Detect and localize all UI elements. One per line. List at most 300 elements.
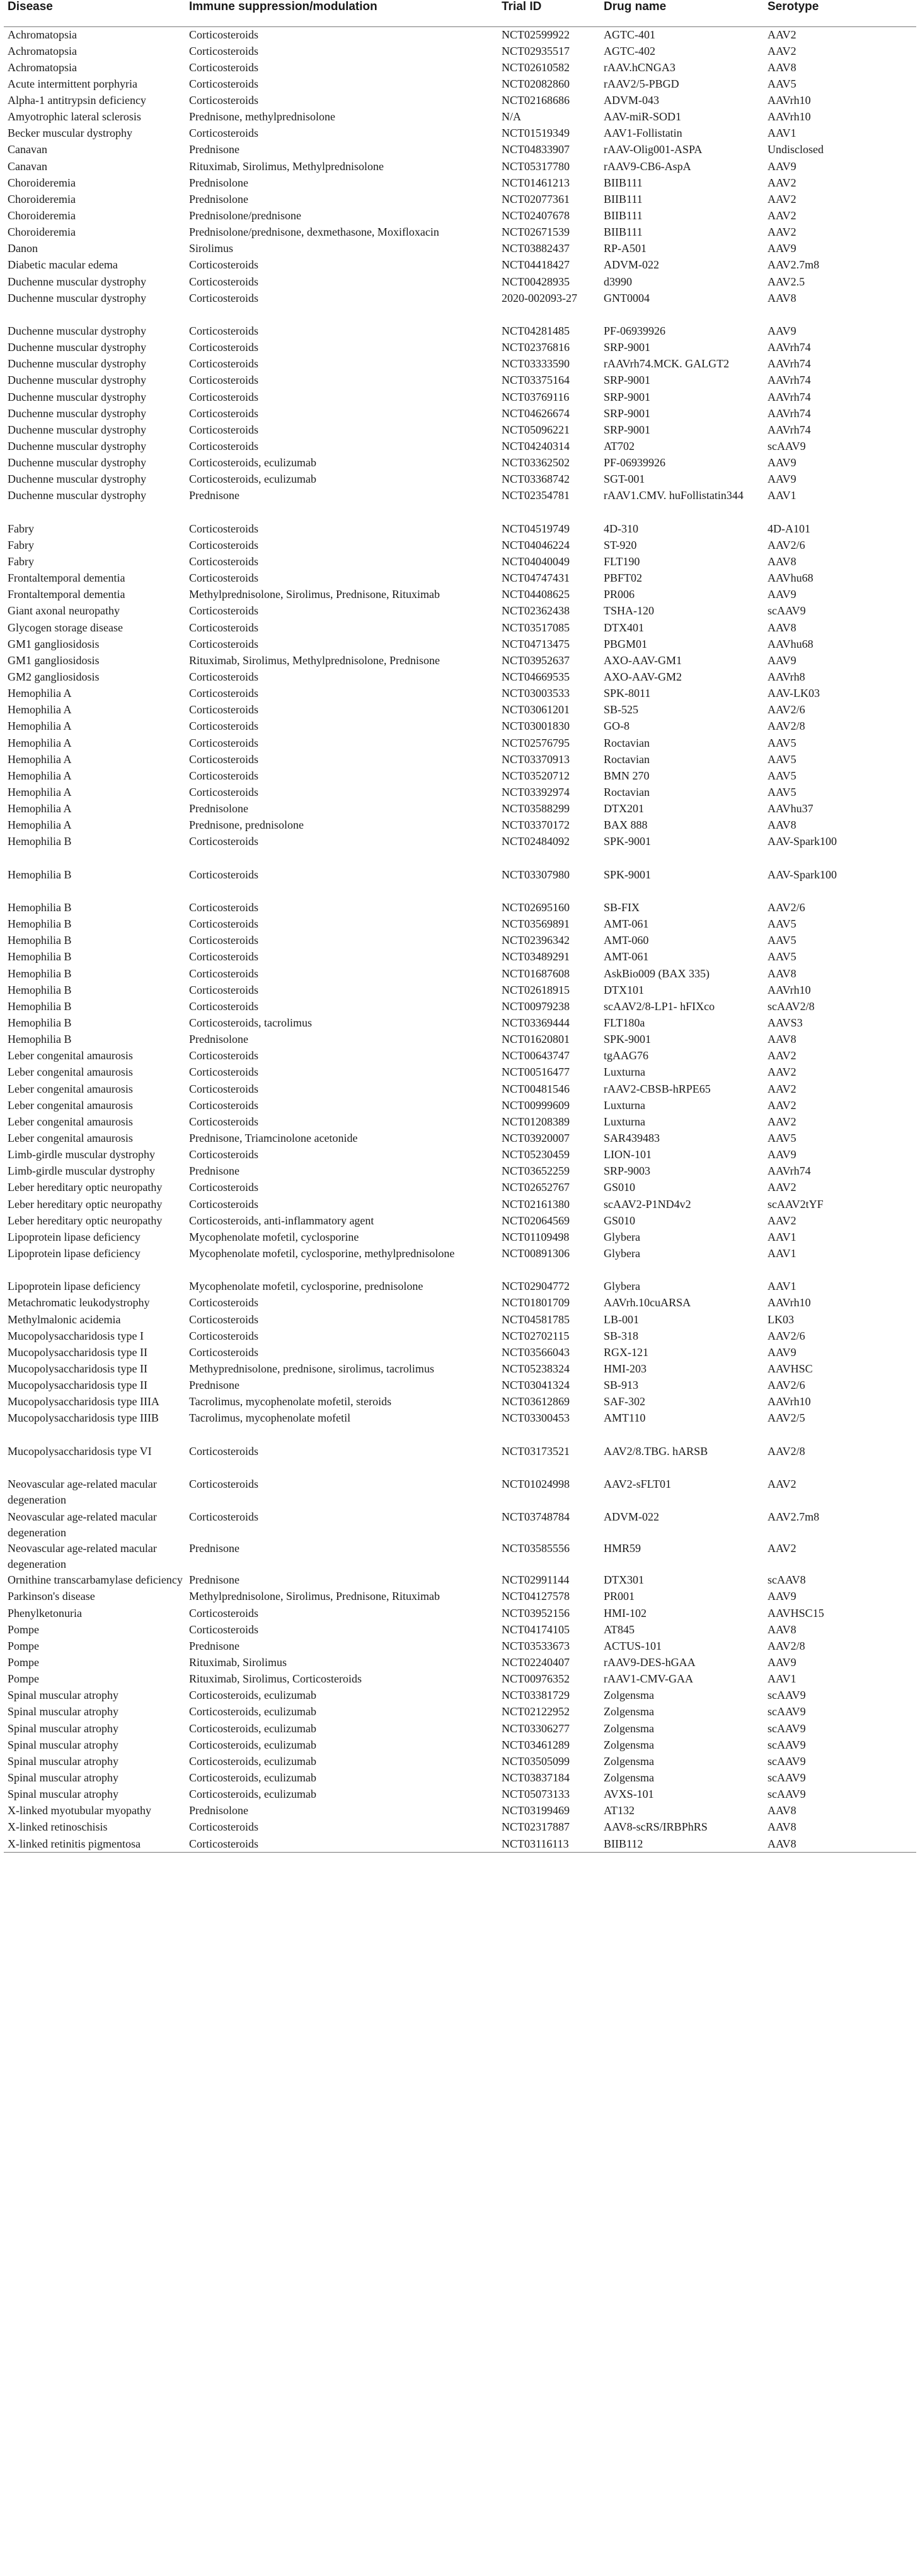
cell-serotype: AAV9 [768, 456, 796, 469]
cell-immune-suppression: Corticosteroids [189, 275, 258, 288]
cell-immune-suppression: Corticosteroids [189, 1082, 258, 1095]
cell-trial-id: NCT05317780 [502, 159, 570, 173]
cell-trial-id: 2020-002093-27 [502, 291, 577, 304]
table-row [4, 669, 916, 686]
table-row [4, 159, 916, 175]
cell-immune-suppression: Corticosteroids [189, 1098, 258, 1112]
cell-immune-suppression: Corticosteroids, eculizumab [189, 473, 316, 486]
cell-immune-suppression: Corticosteroids, tacrolimus [189, 1016, 312, 1029]
cell-serotype: AAVrh10 [768, 94, 811, 107]
table-row [4, 1361, 916, 1377]
cell-disease: Pompe [8, 1672, 40, 1686]
cell-drug-name: HMI-102 [604, 1606, 647, 1619]
cell-disease: Hemophilia B [8, 1033, 72, 1046]
cell-immune-suppression: Corticosteroids [189, 555, 258, 568]
cell-drug-name: BMN 270 [604, 769, 650, 782]
cell-disease: Pompe [8, 1639, 40, 1652]
cell-serotype: AAV9 [768, 473, 796, 486]
table-row [4, 999, 916, 1015]
cell-immune-suppression: Prednisolone [189, 1804, 248, 1817]
table-row [4, 1114, 916, 1130]
table-row [4, 1213, 916, 1229]
table-row [4, 60, 916, 76]
cell-immune-suppression: Corticosteroids [189, 621, 258, 634]
cell-serotype: AAV8 [768, 621, 796, 634]
cell-immune-suppression: Corticosteroids, eculizumab [189, 1689, 316, 1702]
cell-trial-id: NCT03588299 [502, 802, 570, 815]
cell-serotype: scAAV2/8 [768, 999, 815, 1013]
cell-trial-id: NCT04281485 [502, 325, 570, 338]
table-row [4, 224, 916, 241]
cell-disease: Achromatopsia [8, 44, 77, 57]
cell-disease: Leber congenital amaurosis [8, 1131, 133, 1144]
cell-disease: Mucopolysaccharidosis type II [8, 1362, 147, 1375]
cell-disease: Mucopolysaccharidosis type IIIB [8, 1412, 159, 1425]
cell-serotype: AAV2 [768, 44, 796, 57]
cell-trial-id: NCT03173521 [502, 1444, 570, 1458]
cell-serotype: AAV2/8 [768, 720, 805, 733]
cell-trial-id: NCT03375164 [502, 374, 570, 387]
table-row [4, 372, 916, 389]
cell-trial-id: NCT04713475 [502, 637, 570, 650]
cell-immune-suppression: Methylprednisolone, Sirolimus, Prednisone, Rituximab [189, 1590, 440, 1603]
cell-drug-name: rAAV1-CMV-GAA [604, 1672, 694, 1686]
cell-serotype: AAV2.5 [768, 275, 805, 288]
cell-trial-id: NCT03307980 [502, 868, 570, 881]
cell-serotype: AAV2/6 [768, 901, 805, 914]
cell-immune-suppression: Corticosteroids [189, 1345, 258, 1359]
cell-trial-id: NCT03585556 [502, 1542, 570, 1555]
cell-trial-id: NCT00979238 [502, 999, 570, 1013]
cell-immune-suppression: Corticosteroids [189, 983, 258, 996]
table-row [4, 1246, 916, 1279]
table-row [4, 1394, 916, 1410]
cell-immune-suppression: Corticosteroids, eculizumab [189, 1738, 316, 1751]
cell-trial-id: NCT04519749 [502, 522, 570, 535]
cell-serotype: AAV-LK03 [768, 687, 820, 700]
cell-immune-suppression: Rituximab, Sirolimus, Corticosteroids [189, 1672, 362, 1686]
cell-drug-name: AMT-060 [604, 934, 649, 947]
cell-disease: Leber hereditary optic neuropathy [8, 1181, 163, 1194]
table-row [4, 109, 916, 125]
cell-disease: GM1 gangliosidosis [8, 637, 100, 650]
cell-serotype: AAV1 [768, 127, 796, 140]
cell-serotype: AAV2 [768, 1082, 796, 1095]
cell-disease: Hemophilia A [8, 802, 72, 815]
cell-serotype: Undisclosed [768, 143, 824, 156]
cell-trial-id: NCT00891306 [502, 1246, 570, 1260]
cell-serotype: AAV2/8 [768, 1639, 805, 1652]
cell-drug-name: AT702 [604, 440, 635, 453]
table-row [4, 1328, 916, 1345]
cell-disease: Spinal muscular atrophy [8, 1771, 118, 1784]
table-row [4, 455, 916, 471]
cell-disease: Metachromatic leukodystrophy [8, 1296, 150, 1309]
cell-trial-id: NCT00481546 [502, 1082, 570, 1095]
cell-drug-name: SRP-9001 [604, 374, 651, 387]
table-row [4, 653, 916, 669]
cell-immune-suppression: Corticosteroids, eculizumab [189, 456, 316, 469]
cell-immune-suppression: Corticosteroids [189, 835, 258, 848]
cell-disease: Leber hereditary optic neuropathy [8, 1197, 163, 1210]
table-row [4, 735, 916, 752]
table-row [4, 1197, 916, 1213]
header-immune-suppression: Immune suppression/modulation [185, 0, 498, 27]
table-row [4, 801, 916, 817]
cell-trial-id: NCT04046224 [502, 538, 570, 551]
cell-trial-id: NCT03368742 [502, 473, 570, 486]
cell-disease: Mucopolysaccharidosis type II [8, 1345, 147, 1359]
cell-immune-suppression: Corticosteroids, eculizumab [189, 1771, 316, 1784]
cell-disease: Giant axonal neuropathy [8, 604, 120, 618]
cell-serotype: AAV5 [768, 950, 796, 963]
cell-trial-id: NCT02317887 [502, 1820, 570, 1834]
table-row [4, 340, 916, 356]
cell-drug-name: rAAV-Olig001-ASPA [604, 143, 703, 156]
cell-drug-name: ST-920 [604, 538, 637, 551]
cell-serotype: AAV2 [768, 226, 796, 239]
cell-serotype: AAVrh74 [768, 357, 811, 371]
cell-trial-id: NCT03566043 [502, 1345, 570, 1359]
cell-immune-suppression: Prednisolone [189, 802, 248, 815]
table-row [4, 1754, 916, 1770]
cell-trial-id: NCT01519349 [502, 127, 570, 140]
cell-drug-name: Luxturna [604, 1098, 645, 1112]
cell-disease: Choroideremia [8, 192, 76, 205]
cell-disease: Spinal muscular atrophy [8, 1705, 118, 1718]
cell-disease: Duchenne muscular dystrophy [8, 489, 146, 502]
cell-trial-id: NCT03505099 [502, 1754, 570, 1768]
cell-immune-suppression: Corticosteroids [189, 1606, 258, 1619]
cell-trial-id: NCT05238324 [502, 1362, 570, 1375]
cell-disease: Hemophilia B [8, 868, 72, 881]
cell-disease: GM1 gangliosidosis [8, 653, 100, 667]
cell-serotype: AAVhu37 [768, 802, 814, 815]
cell-trial-id: NCT00643747 [502, 1049, 570, 1062]
cell-trial-id: NCT01208389 [502, 1115, 570, 1128]
table-row [4, 603, 916, 619]
table-row [4, 1295, 916, 1311]
cell-drug-name: PF-06939926 [604, 456, 666, 469]
table-row [4, 208, 916, 224]
cell-drug-name: SRP-9001 [604, 390, 651, 403]
table-row [4, 1032, 916, 1048]
cell-drug-name: AGTC-402 [604, 44, 655, 57]
cell-disease: Pompe [8, 1655, 40, 1669]
cell-disease: Frontaltemporal dementia [8, 572, 125, 585]
cell-disease: Neovascular age-related macular degeneration [8, 1510, 157, 1539]
cell-disease: Spinal muscular atrophy [8, 1754, 118, 1768]
table-row [4, 900, 916, 916]
cell-disease: Hemophilia B [8, 950, 72, 963]
cell-serotype: AAV9 [768, 1655, 796, 1669]
cell-trial-id: NCT03769116 [502, 390, 570, 403]
cell-drug-name: SRP-9001 [604, 406, 651, 420]
cell-serotype: AAV9 [768, 242, 796, 255]
cell-disease: Achromatopsia [8, 60, 77, 74]
cell-immune-suppression: Corticosteroids [189, 357, 258, 371]
cell-serotype: AAV8 [768, 60, 796, 74]
cell-drug-name: AT132 [604, 1804, 635, 1817]
cell-immune-suppression: Prednisone [189, 1639, 239, 1652]
cell-drug-name: Roctavian [604, 786, 650, 798]
cell-disease: Neovascular age-related macular degeneration [8, 1477, 157, 1506]
cell-disease: Duchenne muscular dystrophy [8, 456, 146, 469]
table-row [4, 125, 916, 142]
cell-trial-id: NCT04747431 [502, 572, 570, 585]
cell-drug-name: SGT-001 [604, 473, 645, 486]
cell-disease: Hemophilia A [8, 687, 72, 700]
cell-trial-id: NCT03381729 [502, 1689, 570, 1702]
cell-serotype: AAV2.7m8 [768, 258, 820, 272]
table-row [4, 1721, 916, 1737]
cell-immune-suppression: Corticosteroids [189, 1820, 258, 1834]
cell-trial-id: NCT02122952 [502, 1705, 570, 1718]
table-row [4, 817, 916, 834]
cell-trial-id: NCT02064569 [502, 1214, 570, 1227]
cell-disease: Achromatopsia [8, 28, 77, 41]
cell-serotype: AAV8 [768, 819, 796, 832]
cell-serotype: AAV2 [768, 176, 796, 189]
cell-serotype: AAVHSC [768, 1362, 813, 1375]
cell-drug-name: SAF-302 [604, 1395, 646, 1408]
cell-immune-suppression: Corticosteroids [189, 1623, 258, 1636]
cell-disease: Hemophilia A [8, 736, 72, 749]
cell-disease: Hemophilia B [8, 1016, 72, 1029]
table-row [4, 1476, 916, 1509]
cell-immune-suppression: Corticosteroids, eculizumab [189, 1722, 316, 1735]
cell-disease: Lipoprotein lipase deficiency [8, 1230, 141, 1243]
cell-drug-name: PBGM01 [604, 637, 648, 650]
cell-drug-name: Glybera [604, 1230, 640, 1243]
cell-trial-id: NCT03003533 [502, 687, 570, 700]
cell-trial-id: NCT03362502 [502, 456, 570, 469]
cell-disease: Danon [8, 242, 38, 255]
table-row [4, 1444, 916, 1476]
cell-serotype: AAVhu68 [768, 637, 814, 650]
table-row [4, 1015, 916, 1032]
cell-immune-suppression: Corticosteroids [189, 1329, 258, 1342]
cell-immune-suppression: Sirolimus [189, 242, 234, 255]
cell-disease: Glycogen storage disease [8, 621, 123, 634]
table-row [4, 1229, 916, 1246]
cell-drug-name: PR006 [604, 588, 635, 601]
table-row [4, 274, 916, 290]
header-drug-name: Drug name [600, 0, 764, 27]
cell-serotype: AAVrh74 [768, 406, 811, 420]
table-row [4, 521, 916, 538]
cell-serotype: AAV5 [768, 786, 796, 798]
cell-trial-id: NCT03520712 [502, 769, 570, 782]
cell-immune-suppression: Corticosteroids [189, 291, 258, 304]
cell-drug-name: ACTUS-101 [604, 1639, 662, 1652]
cell-drug-name: AAV8-scRS/IRBPhRS [604, 1820, 708, 1834]
table-row [4, 1803, 916, 1819]
cell-drug-name: Glybera [604, 1246, 640, 1260]
cell-immune-suppression: Prednisone, Triamcinolone acetonide [189, 1131, 358, 1144]
cell-trial-id: NCT03370913 [502, 752, 570, 766]
cell-trial-id: NCT03517085 [502, 621, 570, 634]
cell-immune-suppression: Corticosteroids [189, 917, 258, 931]
table-row [4, 1410, 916, 1443]
cell-drug-name: AAV2/8.TBG. hARSB [604, 1444, 708, 1458]
table-row [4, 290, 916, 323]
cell-trial-id: NCT03837184 [502, 1771, 570, 1784]
cell-disease: Hemophilia A [8, 786, 72, 798]
cell-serotype: AAV8 [764, 1836, 916, 1853]
cell-serotype: AAV9 [768, 1148, 796, 1161]
cell-serotype: scAAV9 [768, 440, 806, 453]
table-row [4, 1098, 916, 1114]
cell-disease: Alpha-1 antitrypsin deficiency [8, 94, 146, 107]
cell-trial-id: NCT05096221 [502, 423, 570, 436]
table-row [4, 1671, 916, 1688]
table-row [4, 1688, 916, 1704]
table-row [4, 488, 916, 520]
table-row [4, 389, 916, 406]
cell-drug-name: Luxturna [604, 1115, 645, 1128]
cell-immune-suppression: Corticosteroids [189, 60, 258, 74]
cell-drug-name: RGX-121 [604, 1345, 648, 1359]
cell-trial-id: NCT02082860 [502, 77, 570, 90]
table-row [4, 257, 916, 273]
cell-serotype: AAV8 [768, 291, 796, 304]
cell-trial-id: NCT03300453 [502, 1412, 570, 1425]
cell-immune-suppression: Corticosteroids [189, 406, 258, 420]
cell-trial-id: NCT04581785 [502, 1313, 570, 1326]
cell-trial-id: NCT04833907 [502, 143, 570, 156]
cell-trial-id: NCT02904772 [502, 1280, 570, 1293]
table-row [4, 1737, 916, 1754]
cell-disease: X-linked retinitis pigmentosa [4, 1836, 185, 1853]
cell-disease: Phenylketonuria [8, 1606, 82, 1619]
cell-immune-suppression: Corticosteroids [189, 374, 258, 387]
cell-drug-name: SB-318 [604, 1329, 639, 1342]
cell-disease: Mucopolysaccharidosis type IIIA [8, 1395, 159, 1408]
cell-serotype: AAV5 [768, 769, 796, 782]
cell-drug-name: Roctavian [604, 752, 650, 766]
cell-immune-suppression: Methylprednisolone, Sirolimus, Prednisone, Rituximab [189, 588, 440, 601]
cell-disease: Leber congenital amaurosis [8, 1049, 133, 1062]
cell-disease: Amyotrophic lateral sclerosis [8, 110, 141, 124]
cell-drug-name: SPK-9001 [604, 868, 652, 881]
cell-disease: Hemophilia B [8, 999, 72, 1013]
table-row [4, 1180, 916, 1196]
cell-trial-id: NCT02077361 [502, 192, 570, 205]
cell-disease: Duchenne muscular dystrophy [8, 473, 146, 486]
cell-drug-name: AAV2-sFLT01 [604, 1477, 672, 1490]
table-row [4, 1786, 916, 1803]
table-row [4, 1541, 916, 1572]
cell-immune-suppression: Methyprednisolone, prednisone, sirolimus, tacrolimus [189, 1362, 434, 1375]
cell-serotype: scAAV9 [768, 1705, 806, 1718]
cell-drug-name: BAX 888 [604, 819, 648, 832]
cell-disease: Hemophilia A [8, 819, 72, 832]
cell-immune-suppression: Rituximab, Sirolimus, Methylprednisolone, Prednisone [189, 653, 440, 667]
cell-serotype: AAV5 [768, 917, 796, 931]
table-row [4, 686, 916, 702]
cell-serotype: AAV2/6 [768, 703, 805, 716]
table-row [4, 538, 916, 554]
cell-immune-suppression: Prednisolone [189, 176, 248, 189]
cell-trial-id: NCT04040049 [502, 555, 570, 568]
cell-immune-suppression: Prednisone [189, 1542, 239, 1555]
cell-serotype: AAV2 [768, 1477, 796, 1490]
cell-drug-name: AAV1-Follistatin [604, 127, 682, 140]
cell-serotype: AAVrh10 [768, 983, 811, 996]
table-body [4, 27, 916, 1853]
cell-trial-id: NCT05230459 [502, 1148, 570, 1161]
cell-trial-id: NCT04127578 [502, 1590, 570, 1603]
table-row [4, 570, 916, 587]
cell-drug-name: rAAV2-CBSB-hRPE65 [604, 1082, 711, 1095]
cell-disease: X-linked myotubular myopathy [8, 1804, 151, 1817]
cell-serotype: AAVS3 [768, 1016, 803, 1029]
cell-immune-suppression: Corticosteroids [189, 786, 258, 798]
cell-disease: Choroideremia [8, 176, 76, 189]
cell-immune-suppression: Prednisone [189, 1573, 239, 1587]
cell-serotype: AAV1 [768, 1280, 796, 1293]
cell-drug-name: SPK-9001 [604, 1033, 652, 1046]
cell-disease: Duchenne muscular dystrophy [8, 440, 146, 453]
cell-immune-suppression: Corticosteroids [189, 637, 258, 650]
cell-trial-id: NCT03882437 [502, 242, 570, 255]
cell-drug-name: Luxturna [604, 1066, 645, 1079]
cell-trial-id: NCT02991144 [502, 1573, 570, 1587]
cell-serotype: AAVrh74 [768, 341, 811, 354]
cell-drug-name: rAAV1.CMV. huFollistatin344 [604, 489, 744, 502]
cell-immune-suppression: Corticosteroids [189, 1197, 258, 1210]
cell-serotype: AAVrh74 [768, 390, 811, 403]
cell-trial-id: NCT02599922 [502, 28, 570, 41]
cell-drug-name: Zolgensma [604, 1754, 654, 1768]
cell-trial-id: NCT02484092 [502, 835, 570, 848]
cell-serotype: AAV8 [768, 1033, 796, 1046]
table-header [4, 0, 916, 27]
cell-serotype: 4D-A101 [768, 522, 810, 535]
cell-trial-id: NCT04626674 [502, 406, 570, 420]
cell-disease: Duchenne muscular dystrophy [8, 341, 146, 354]
cell-drug-name: AXO-AAV-GM1 [604, 653, 682, 667]
table-row [4, 1589, 916, 1605]
cell-trial-id: NCT03116113 [498, 1836, 600, 1853]
cell-drug-name: BIIB111 [604, 192, 643, 205]
cell-immune-suppression: Rituximab, Sirolimus, Methylprednisolone [189, 159, 384, 173]
cell-drug-name: ADVM-043 [604, 94, 659, 107]
cell-serotype: scAAV9 [768, 1722, 806, 1735]
cell-trial-id: NCT03370172 [502, 819, 570, 832]
table-row [4, 587, 916, 603]
cell-trial-id: NCT01024998 [502, 1477, 570, 1490]
table-row [4, 471, 916, 488]
cell-disease: Lipoprotein lipase deficiency [8, 1280, 141, 1293]
cell-trial-id: NCT03952637 [502, 653, 570, 667]
cell-trial-id: NCT00428935 [502, 275, 570, 288]
table-row [4, 175, 916, 192]
cell-serotype: AAV8 [768, 555, 796, 568]
cell-drug-name: DTX201 [604, 802, 644, 815]
cell-serotype: AAVrh10 [768, 110, 811, 124]
cell-serotype: scAAV8 [768, 1573, 806, 1587]
cell-disease: Neovascular age-related macular degeneration [8, 1542, 157, 1571]
cell-drug-name: SRP-9001 [604, 423, 651, 436]
cell-trial-id: NCT01461213 [502, 176, 570, 189]
cell-immune-suppression: Tacrolimus, mycophenolate mofetil, steroids [189, 1395, 392, 1408]
cell-immune-suppression: Corticosteroids [189, 1477, 258, 1490]
cell-disease: Duchenne muscular dystrophy [8, 374, 146, 387]
cell-drug-name: BIIB111 [604, 176, 643, 189]
table-row [4, 1345, 916, 1361]
